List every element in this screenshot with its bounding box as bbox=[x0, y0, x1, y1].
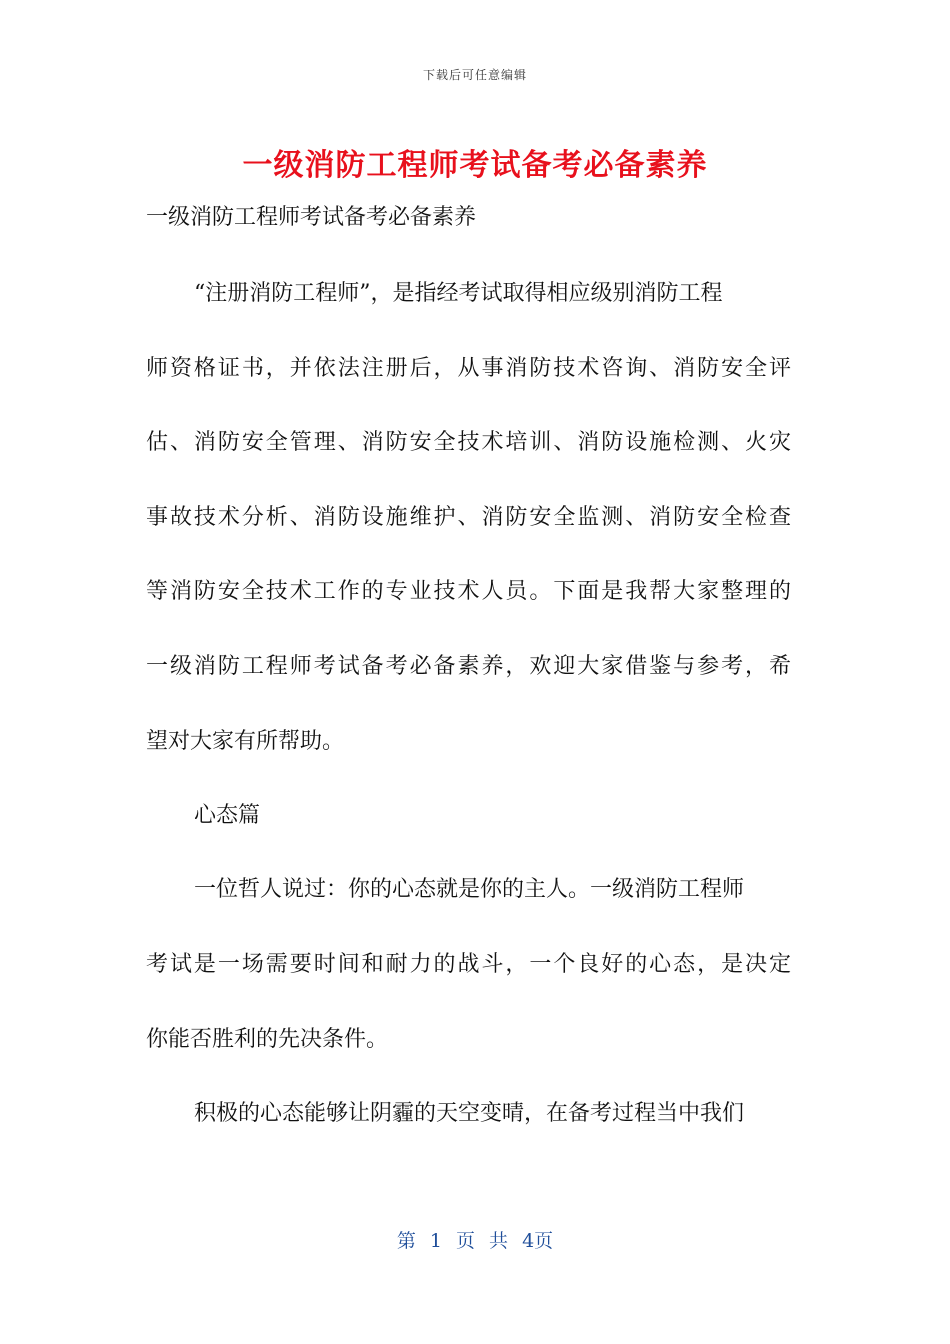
body-line: 一位哲人说过：你的心态就是你的主人。一级消防工程师 bbox=[194, 877, 745, 902]
page-footer: 第 1 页 共 4页 bbox=[396, 1230, 554, 1252]
body-line: 考试是一场需要时间和耐力的战斗，一个良好的心态，是决定 bbox=[146, 952, 791, 977]
body-line: 等消防安全技术工作的专业技术人员。下面是我帮大家整理的 bbox=[146, 579, 791, 604]
body-line: 望对大家有所帮助。 bbox=[146, 729, 345, 754]
body-line: 师资格证书，并依法注册后，从事消防技术咨询、消防安全评 bbox=[146, 356, 791, 381]
document-title: 一级消防工程师考试备考必备素养 bbox=[242, 148, 708, 183]
body-line: 事故技术分析、消防设施维护、消防安全监测、消防安全检查 bbox=[146, 505, 791, 530]
body-line: 一级消防工程师考试备考必备素养，欢迎大家借鉴与参考，希 bbox=[146, 654, 791, 679]
body-line: 估、消防安全管理、消防安全技术培训、消防设施检测、火灾 bbox=[146, 430, 791, 455]
body-line: 一级消防工程师考试备考必备素养 bbox=[146, 205, 477, 230]
body-line: “注册消防工程师”，是指经考试取得相应级别消防工程 bbox=[194, 281, 723, 306]
body-line: 积极的心态能够让阴霾的天空变晴，在备考过程当中我们 bbox=[194, 1101, 745, 1126]
section-heading: 心态篇 bbox=[194, 803, 261, 828]
header-note: 下载后可任意编辑 bbox=[422, 68, 527, 82]
body-line: 你能否胜利的先决条件。 bbox=[146, 1027, 389, 1052]
